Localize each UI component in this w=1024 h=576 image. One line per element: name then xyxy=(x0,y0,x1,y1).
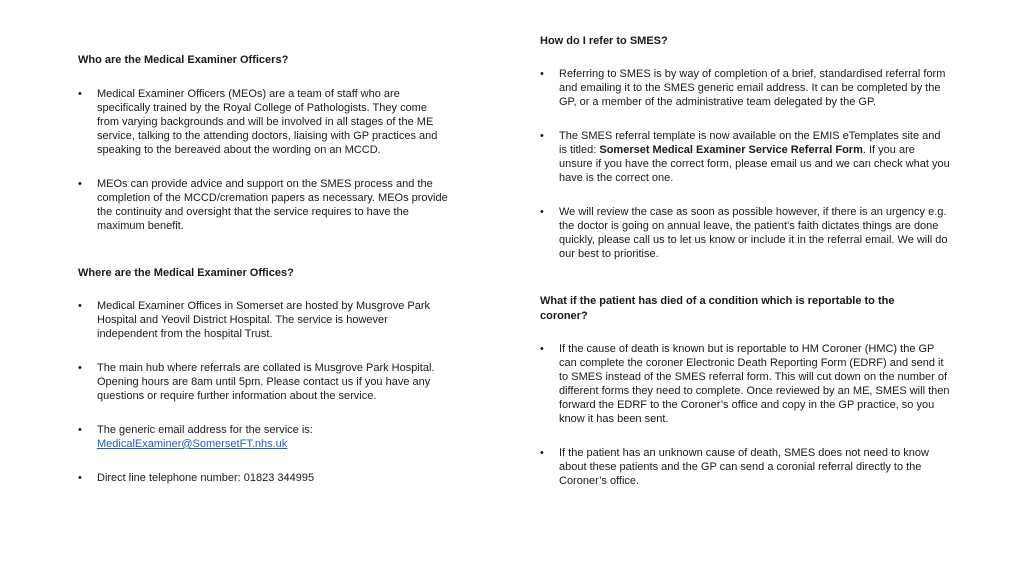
template-form-name: Somerset Medical Examiner Service Referral Form xyxy=(599,144,863,156)
refer-list xyxy=(540,67,950,261)
email-link[interactable]: MedicalExaminer@SomersetFT.nhs.uk xyxy=(97,438,288,450)
meo-heading: Who are the Medical Examiner Officers? xyxy=(78,54,289,66)
list-item: • We will review the case as soon as possible however, if there is an urgency e.g. the doctor is going on annual leave, the patient's faith dictates things are done quickly, please call us to let us know or include it in the referral email. We will do our best to prioritise. xyxy=(540,205,950,261)
list-item: • MEOs can provide advice and support on the SMES process and the completion of the MCCD/cremation papers as necessary. MEOs provide the continuity and oversight that the service requires to have the maximum benefit. xyxy=(78,177,450,233)
offices-list xyxy=(78,299,450,485)
offices-heading: Where are the Medical Examiner Offices? xyxy=(78,267,294,279)
list-item-phone: • Direct line telephone number: 01823 344995 xyxy=(78,471,450,485)
email-intro: The generic email address for the service is: xyxy=(97,424,313,436)
refer-heading: How do I refer to SMES? xyxy=(540,35,668,47)
list-item: • The main hub where referrals are collated is Musgrove Park Hospital. Opening hours are 8am until 5pm. Please contact us if you have any questions or require further information about the service. xyxy=(78,361,450,403)
list-item: • Referring to SMES is by way of completion of a brief, standardised referral form and emailing it to the SMES generic email address. It can be completed by the GP, or a member of the administrative team delegated by the GP. xyxy=(540,67,950,109)
list-item-template xyxy=(540,129,950,185)
meo-list xyxy=(78,87,450,233)
coroner-list xyxy=(540,342,950,488)
list-item-email xyxy=(78,423,450,451)
coroner-heading: What if the patient has died of a condition which is reportable to the coroner? xyxy=(540,295,895,322)
template-text-pre: The SMES referral template is now available on the EMIS eTemplates site and is titled: xyxy=(559,130,941,156)
list-item: • If the cause of death is known but is reportable to HM Coroner (HMC) the GP can complete the coroner Electronic Death Reporting Form (EDRF) and send it to SMES instead of the SMES referral form. This will cut down on the number of different forms they need to complete. Once reviewed by an ME, SMES will then forward the EDRF to the Coroner’s office and copy in the GP practice, so you know it has been sent. xyxy=(540,342,950,426)
list-item: • If the patient has an unknown cause of death, SMES does not need to know about these patients and the GP can send a coronial referral directly to the Coroner’s office. xyxy=(540,446,950,488)
list-item: • Medical Examiner Officers (MEOs) are a team of staff who are specifically trained by the Royal College of Pathologists. They come from varying backgrounds and will be involved in all stages of the ME service, talking to the attending doctors, liaising with GP practices and speaking to the bereaved about the wording on an MCCD. xyxy=(78,87,450,157)
list-item: • Medical Examiner Offices in Somerset are hosted by Musgrove Park Hospital and Yeovil District Hospital. The service is however independent from the hospital Trust. xyxy=(78,299,450,341)
template-text-post: . If you are unsure if you have the correct form, please email us and we can check what you have is the correct one. xyxy=(559,144,950,184)
